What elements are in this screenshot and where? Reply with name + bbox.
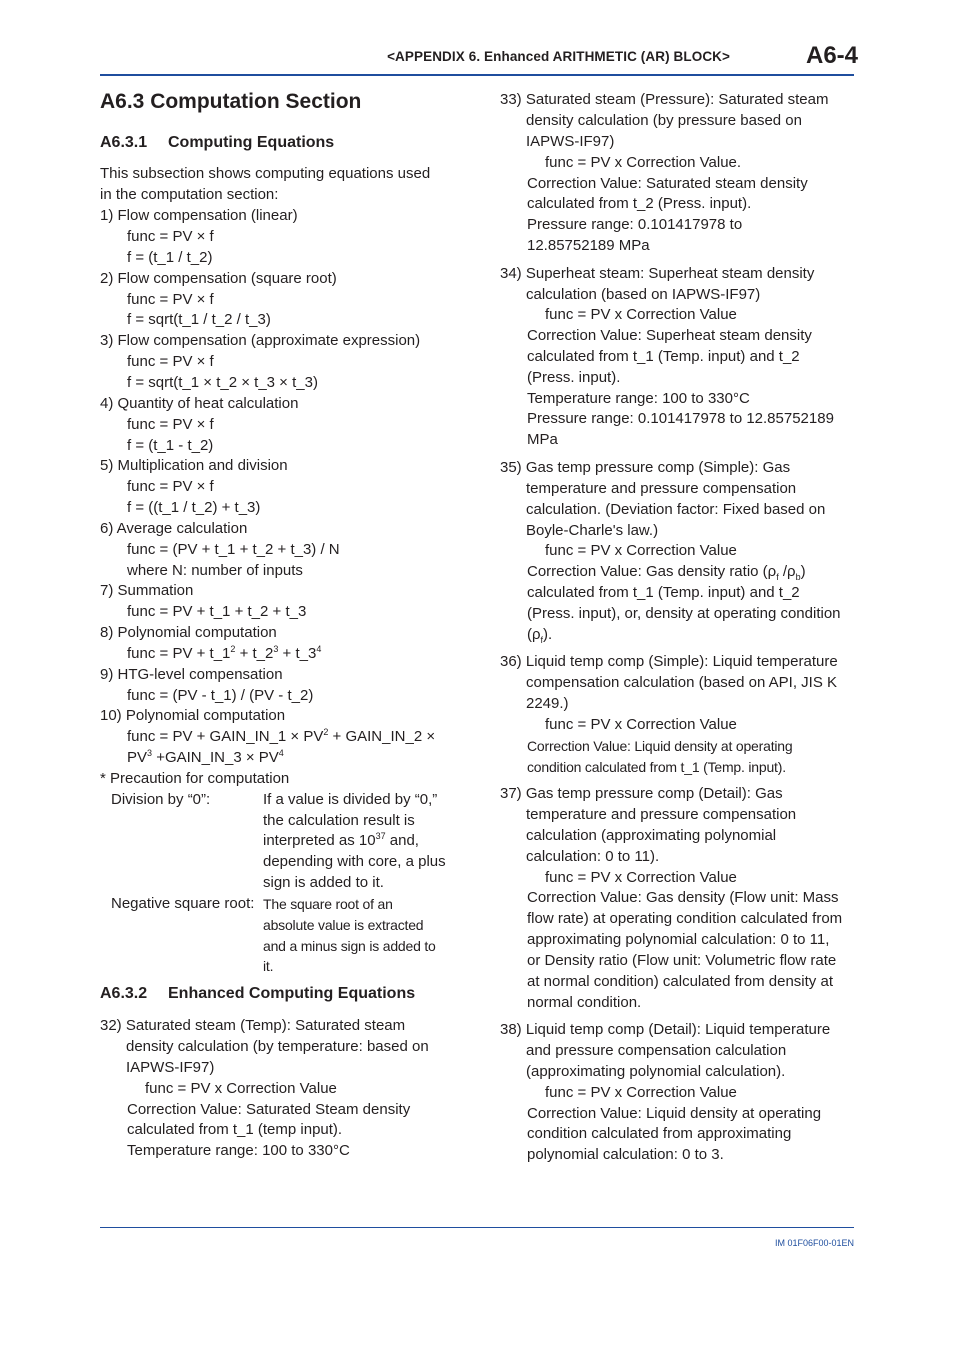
page-number: A6-4 bbox=[806, 42, 859, 69]
equation-line: calculated from t_1 (Temp. input) and t_2 bbox=[527, 348, 800, 365]
equation-line: func = PV × f bbox=[127, 416, 214, 433]
equation-line: calculated from t_2 (Press. input). bbox=[527, 195, 752, 212]
equation-line: density calculation (by temperature: based on bbox=[126, 1038, 429, 1055]
equation-line: func = PV + $t\_1^2$ + $t\_2^3$ + $t\_3^4$ bbox=[127, 644, 322, 662]
subsection-title: Enhanced Computing Equations bbox=[168, 985, 416, 1002]
subsection-number: A6.3.2 bbox=[100, 985, 148, 1002]
equation-line: and pressure compensation calculation bbox=[526, 1042, 787, 1059]
equation-title: 38) Liquid temp comp (Detail): Liquid temperature bbox=[500, 1021, 831, 1038]
equation-title: 10) Polynomial computation bbox=[100, 707, 286, 724]
equation-line: condition calculated from approximating bbox=[527, 1125, 792, 1142]
equation-line: func = PV × f bbox=[127, 478, 214, 495]
equation-line: func = PV + t_1 + t_2 + t_3 bbox=[127, 603, 307, 620]
equation-line: f = sqrt(t_1 / t_2 / t_3) bbox=[127, 311, 271, 328]
equation-line: Correction Value: Superheat steam density bbox=[527, 327, 812, 344]
precaution-text: The square root of an bbox=[263, 896, 393, 912]
subsection-number: A6.3.1 bbox=[100, 134, 148, 151]
intro-line: This subsection shows computing equations used bbox=[100, 165, 431, 182]
equation-line: compensation calculation (based on API, JIS K bbox=[526, 674, 838, 691]
equation-line: flow rate) at operating condition calculated from bbox=[527, 910, 843, 927]
equation-title: 33) Saturated steam (Pressure): Saturated steam bbox=[500, 91, 829, 108]
equation-line: Correction Value: Liquid density at operating bbox=[527, 738, 793, 754]
equation-line: func = PV × f bbox=[127, 291, 214, 308]
equation-line: or Density ratio (Flow unit: Volumetric flow rate bbox=[527, 952, 837, 969]
equation-line: f = (t_1 - t_2) bbox=[127, 437, 214, 454]
precaution-text: it. bbox=[263, 958, 274, 974]
equation-line: func = PV + GAIN_IN_1 × $PV^2$ + GAIN_IN_2 × bbox=[127, 727, 436, 745]
equation-line: calculation (approximating polynomial bbox=[526, 827, 777, 844]
equation-title: 2) Flow compensation (square root) bbox=[100, 270, 337, 287]
precaution-text: the calculation result is bbox=[263, 812, 415, 829]
footer-rule bbox=[100, 1227, 854, 1228]
equation-line: 2249.) bbox=[526, 695, 569, 712]
equation-line: calculation (based on IAPWS-IF97) bbox=[526, 286, 761, 303]
equation-title: 6) Average calculation bbox=[100, 520, 248, 537]
section-title: A6.3 Computation Section bbox=[100, 90, 362, 113]
equation-title: 34) Superheat steam: Superheat steam density bbox=[500, 265, 815, 282]
equation-title: 7) Summation bbox=[100, 582, 194, 599]
precaution-label: Negative square root: bbox=[111, 895, 255, 912]
precaution-text: interpreted as $10^{37}$ and, bbox=[263, 831, 419, 849]
precaution-text: If a value is divided by “0,” bbox=[263, 791, 438, 808]
equation-line: polynomial calculation: 0 to 3. bbox=[527, 1146, 724, 1163]
equation-line: f = (t_1 / t_2) bbox=[127, 249, 213, 266]
equation-line: Temperature range: 100 to 330°C bbox=[527, 390, 750, 407]
equation-title: 36) Liquid temp comp (Simple): Liquid temperature bbox=[500, 653, 838, 670]
equation-line: Correction Value: Saturated steam density bbox=[527, 175, 808, 192]
equation-line: 12.85752189 MPa bbox=[527, 237, 650, 254]
equation-title: 4) Quantity of heat calculation bbox=[100, 395, 299, 412]
equation-line: calculation. (Deviation factor: Fixed based on bbox=[526, 501, 826, 518]
equation-line: MPa bbox=[527, 431, 558, 448]
equation-line: func = PV × f bbox=[127, 353, 214, 370]
subsection-title: Computing Equations bbox=[168, 134, 335, 151]
equation-line: func = PV x Correction Value bbox=[545, 716, 737, 733]
header-rule bbox=[100, 74, 854, 76]
equation-line: calculated from t_1 (temp input). bbox=[127, 1121, 343, 1138]
subsection-heading-2 bbox=[100, 985, 415, 1003]
equation-line: func = PV x Correction Value bbox=[145, 1080, 337, 1097]
equation-line: Pressure range: 0.101417978 to bbox=[527, 216, 743, 233]
equation-line: temperature and pressure compensation bbox=[526, 806, 797, 823]
equation-line: Correction Value: Liquid density at operating bbox=[527, 1105, 822, 1122]
intro-line: in the computation section: bbox=[100, 186, 279, 203]
equation-line: approximating polynomial calculation: 0 to 11, bbox=[527, 931, 830, 948]
equation-line: where N: number of inputs bbox=[127, 562, 303, 579]
precaution-text: depending with core, a plus bbox=[263, 853, 446, 870]
precaution-label: Division by “0”: bbox=[111, 791, 211, 808]
precaution-title: * Precaution for computation bbox=[100, 770, 290, 787]
equation-title: 35) Gas temp pressure comp (Simple): Gas bbox=[500, 459, 791, 476]
equation-line: func = PV x Correction Value bbox=[545, 1084, 737, 1101]
equation-title: 32) Saturated steam (Temp): Saturated steam bbox=[100, 1017, 406, 1034]
equation-line: normal condition. bbox=[527, 994, 642, 1011]
equation-line: func = PV x Correction Value. bbox=[545, 154, 742, 171]
equation-line: calculated from t_1 (Temp. input) and t_2 bbox=[527, 584, 800, 601]
equation-line: Correction Value: Saturated Steam density bbox=[127, 1101, 411, 1118]
equation-line: f = ((t_1 / t_2) + t_3) bbox=[127, 499, 261, 516]
precaution-text: and a minus sign is added to bbox=[263, 938, 436, 954]
equation-line: (Press. input), or, density at operating condition bbox=[527, 605, 841, 622]
equation-line: calculation: 0 to 11). bbox=[526, 848, 660, 865]
equation-line: f = sqrt(t_1 × t_2 × t_3 × t_3) bbox=[127, 374, 318, 391]
equation-title: 37) Gas temp pressure comp (Detail): Gas bbox=[500, 785, 783, 802]
equation-line: $(\rho_f)$. bbox=[527, 626, 553, 645]
equation-title: 3) Flow compensation (approximate expression) bbox=[100, 332, 421, 349]
equation-line: density calculation (by pressure based on bbox=[526, 112, 802, 129]
subsection-heading-1 bbox=[100, 134, 334, 152]
equation-line: func = PV x Correction Value bbox=[545, 542, 737, 559]
precaution-text: sign is added to it. bbox=[263, 874, 384, 891]
document-id: IM 01F06F00-01EN bbox=[774, 1238, 854, 1248]
equation-line: func = PV × f bbox=[127, 228, 214, 245]
equation-line: (approximating polynomial calculation). bbox=[526, 1063, 786, 1080]
equation-line: func = (PV + t_1 + t_2 + t_3) / N bbox=[127, 541, 340, 558]
equation-line: Correction Value: Gas density (Flow unit: Mass bbox=[527, 889, 839, 906]
equation-title: 5) Multiplication and division bbox=[100, 457, 288, 474]
equation-line: func = (PV - t_1) / (PV - t_2) bbox=[127, 687, 314, 704]
equation-line: condition calculated from t_1 (Temp. input). bbox=[527, 759, 786, 775]
equation-line: $PV^3$ +GAIN_IN_3 × $PV^4$ bbox=[127, 748, 284, 766]
equation-title: 8) Polynomial computation bbox=[100, 624, 277, 641]
equation-line: Boyle-Charle's law.) bbox=[526, 522, 659, 539]
equation-line: Temperature range: 100 to 330°C bbox=[127, 1142, 350, 1159]
equation-line: func = PV x Correction Value bbox=[545, 306, 737, 323]
equation-line: IAPWS-IF97) bbox=[526, 133, 615, 150]
equation-line: at normal condition) calculated from density at bbox=[527, 973, 833, 990]
equation-line: IAPWS-IF97) bbox=[126, 1059, 215, 1076]
precaution-text: absolute value is extracted bbox=[263, 917, 424, 933]
equation-line: Correction Value: Gas density ratio ($\rho_f$ $/\rho_b$) bbox=[527, 563, 806, 582]
equation-title: 1) Flow compensation (linear) bbox=[100, 207, 298, 224]
equation-title: 9) HTG-level compensation bbox=[100, 666, 283, 683]
equation-line: func = PV x Correction Value bbox=[545, 869, 737, 886]
running-header-title: <APPENDIX 6. Enhanced ARITHMETIC (AR) BLOCK> bbox=[387, 49, 730, 64]
equation-line: Pressure range: 0.101417978 to 12.85752189 bbox=[527, 410, 834, 427]
equation-line: (Press. input). bbox=[527, 369, 621, 386]
equation-line: temperature and pressure compensation bbox=[526, 480, 797, 497]
